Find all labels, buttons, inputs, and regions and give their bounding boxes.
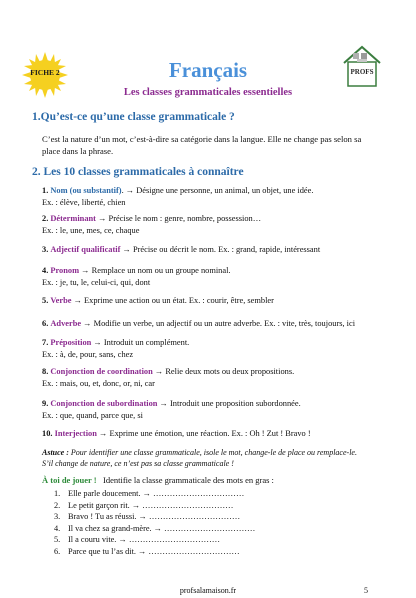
class-def: Exprime une action ou un état. Ex. : courir, être, sembler (84, 296, 274, 305)
class-example: Ex. : je, tu, le, celui-ci, qui, dont (42, 277, 151, 287)
exercise-text: Le petit garçon rit. → …………………………… (68, 500, 234, 510)
exercise-num: 2. (54, 500, 61, 510)
exercise-text: Elle parle doucement. → …………………………… (68, 489, 245, 498)
exercise-item (54, 546, 255, 558)
exercise-instruction: Identifie la classe grammaticale des mots en gras : (103, 475, 274, 485)
exercise-num: 4. (54, 523, 61, 533)
class-num: 5. (42, 296, 49, 305)
class-term: Nom (ou substantif) (50, 186, 122, 195)
class-def: Précise le nom : genre, nombre, possession… (108, 214, 262, 223)
class-term: Déterminant (50, 214, 96, 223)
exercise-text: Il va chez sa grand-mère. → …………………………… (68, 523, 256, 533)
class-item-interjection: 10. Interjection → Exprime une émotion, une réaction. Ex. : Oh ! Zut ! Bravo ! (42, 429, 311, 438)
exercise-num: 1. (54, 489, 61, 498)
class-num: 4. (42, 266, 49, 275)
exercise-item (54, 534, 255, 546)
class-num: 10. (42, 429, 53, 438)
class-def: Remplace un nom ou un groupe nominal. (91, 266, 231, 275)
tip-box (42, 447, 387, 469)
page-number: 5 (364, 586, 368, 595)
class-example: Ex. : mais, ou, et, donc, or, ni, car (42, 378, 155, 388)
class-def: Modifie un verbe, un adjectif ou un autre adverbe. Ex. : vite, très, toujours, ici (93, 319, 356, 328)
class-item-adverbe: 6. Adverbe → Modifie un verbe, un adjectif ou un autre adverbe. Ex. : vite, très, toujours, ici (42, 319, 356, 328)
class-term: Adverbe (50, 319, 82, 328)
section1-heading: 1.Qu’est-ce qu’une classe grammaticale ? (32, 111, 235, 123)
class-num: 9. (42, 399, 49, 408)
page-subtitle: Les classes grammaticales essentielles (123, 87, 293, 98)
class-item-pronom: 4. Pronom → Remplace un nom ou un groupe nominal. Ex. : je, tu, le, celui-ci, qui, dont (42, 265, 387, 288)
exercise-label: À toi de jouer ! (42, 475, 97, 485)
class-def: Désigne une personne, un animal, un objet, une idée. (136, 186, 314, 195)
class-item-subordination: 9. Conjonction de subordination → Introduit une proposition subordonnée. Ex. : que, quand, parce que, si (42, 398, 387, 421)
class-def: Exprime une émotion, une réaction. Ex. : Oh ! Zut ! Bravo ! (109, 429, 311, 438)
class-term: Préposition (50, 338, 92, 347)
class-num: 1. (42, 186, 49, 195)
class-item-adjectif: 3. Adjectif qualificatif → Précise ou décrit le nom. Ex. : grand, rapide, intéressant (42, 245, 321, 254)
footer-site: profsalamaison.fr (179, 586, 237, 595)
exercise-text: Il a couru vite. → …………………………… (68, 535, 221, 545)
sheet-label: FICHE 2 (30, 68, 60, 77)
tip-line1: Pour identifier une classe grammaticale, isole le mot, change-le de place ou remplace-le. (70, 448, 357, 457)
logo-text: PROFS (350, 68, 374, 76)
class-num: 7. (42, 338, 49, 347)
exercise-item (54, 500, 255, 512)
class-example: Ex. : le, une, mes, ce, chaque (42, 225, 140, 235)
exercise-heading (42, 475, 274, 485)
class-example: Ex. : à, de, pour, sans, chez (42, 349, 134, 359)
class-item-coordination: 8. Conjonction de coordination → Relie deux mots ou deux propositions. Ex. : mais, ou, et, donc, or, ni, car (42, 366, 387, 389)
section2-heading: 2. Les 10 classes grammaticales à connaître (32, 166, 244, 178)
class-def: Relie deux mots ou deux propositions. (165, 367, 295, 376)
exercise-list (54, 488, 255, 558)
class-num: 2. (42, 214, 49, 223)
class-example: Ex. : élève, liberté, chien (42, 197, 126, 207)
class-item-verbe: 5. Verbe → Exprime une action ou un état. Ex. : courir, être, sembler (42, 296, 274, 305)
class-item-preposition: 7. Préposition → Introduit un complément. Ex. : à, de, pour, sans, chez (42, 337, 387, 360)
section1-line1: C’est la nature d’un mot, c’est-à-dire sa catégorie dans la langue. Elle ne change pas selon sa (42, 134, 362, 144)
exercise-num: 6. (54, 546, 61, 556)
class-def: Précise ou décrit le nom. Ex. : grand, rapide, intéressant (132, 245, 321, 254)
class-term: Adjectif qualificatif (50, 245, 121, 254)
profs-logo (341, 43, 383, 89)
exercise-text: Parce que tu l’as dit. → …………………………… (68, 546, 240, 556)
class-num: 6. (42, 319, 49, 328)
exercise-item (54, 488, 255, 500)
tip-line2: S’il change de nature, ce n’est pas sa classe grammaticale ! (42, 459, 234, 468)
class-term: Verbe (50, 296, 72, 305)
house-icon (341, 43, 383, 89)
exercise-text: Bravo ! Tu as réussi. → …………………………… (68, 512, 241, 522)
exercise-num: 5. (54, 535, 61, 545)
section1-line2: place dans la phrase. (42, 146, 114, 156)
exercise-num: 3. (54, 512, 61, 522)
class-example: Ex. : que, quand, parce que, si (42, 410, 143, 420)
page-title: Français (168, 58, 248, 82)
section1-paragraph (42, 133, 382, 157)
class-item-nom: 1. Nom (ou substantif). → Désigne une personne, un animal, un objet, une idée. Ex. : élève, liberté, chien (42, 185, 387, 208)
exercise-item (54, 523, 255, 535)
class-item-determinant: 2. Déterminant → Précise le nom : genre, nombre, possession… Ex. : le, une, mes, ce, chaque (42, 213, 387, 236)
tip-label: Astuce : (42, 448, 69, 457)
class-num: 8. (42, 367, 49, 376)
class-term: Interjection (54, 429, 97, 438)
class-term: Conjonction de coordination (50, 367, 153, 376)
exercise-item (54, 511, 255, 523)
class-def: Introduit une proposition subordonnée. (169, 399, 301, 408)
class-num: 3. (42, 245, 49, 254)
class-term: Conjonction de subordination (50, 399, 158, 408)
class-term: Pronom (50, 266, 80, 275)
class-def: Introduit un complément. (103, 338, 190, 347)
